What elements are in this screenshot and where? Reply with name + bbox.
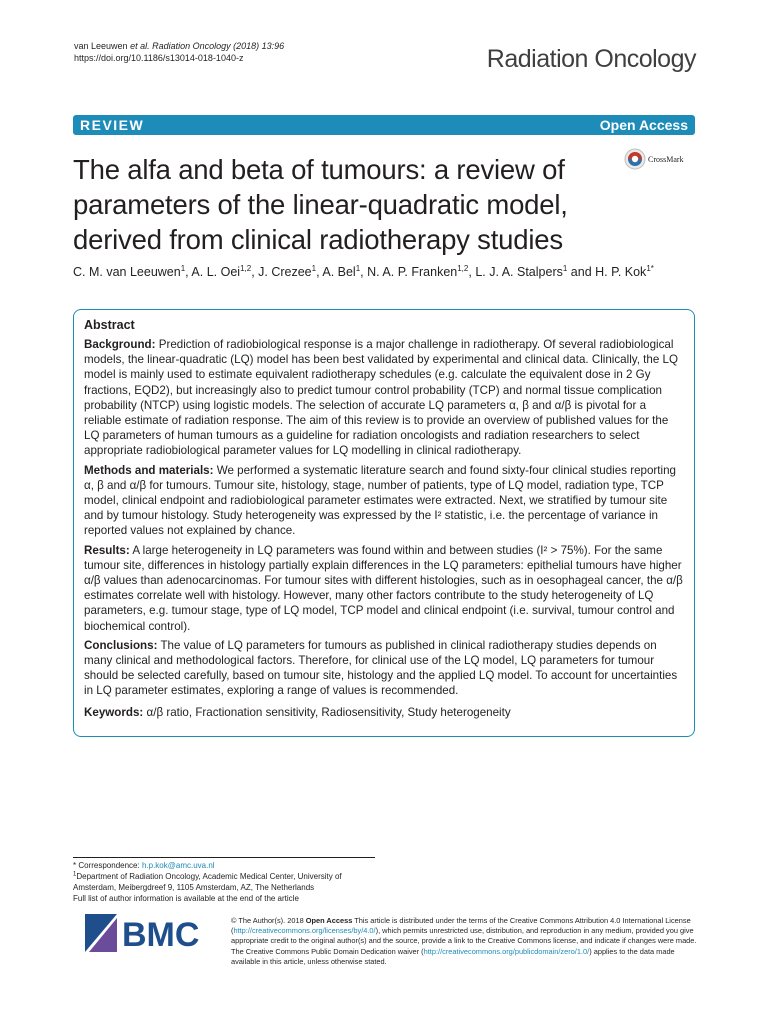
author-affiliation-mark: 1 [355, 263, 361, 273]
affiliation: $^1$Department of Radiation Oncology, Academic Medical Center, University of Amsterdam, Meibergdreef 9, 1105 Amsterdam, AZ, The Netherlands [73, 871, 342, 892]
abstract-methods: Methods and materials: We performed a systematic literature search and found sixty-four clinical studies reporting α, β and α/β for tumours. Tumour site, histology, stage, number of patients, type of LQ model, radiation type, TCP model, clinical endpoint and radiobiological parameter estimates were extracted. Next, we stratified by tumour site and by tumour histology. Study heterogeneity was expressed by the I² statistic, i.e. the percentage of variance in reported values not explained by chance. [84, 463, 676, 538]
author-name: A. L. Oei [191, 265, 241, 279]
author-affiliation-mark: 1 [180, 263, 186, 273]
author-affiliation-mark: 1,2 [240, 263, 252, 273]
author-name: A. Bel [322, 265, 356, 279]
crossmark-label: CrossMark [648, 154, 684, 164]
journal-name: Radiation Oncology [486, 45, 696, 73]
bmc-logo [85, 912, 215, 954]
open-access-label: Open Access [599, 117, 688, 133]
license-link-zero[interactable]: http://creativecommons.org/publicdomain/zero/1.0/ [423, 946, 590, 956]
abstract-conclusions: Conclusions: The value of LQ parameters for tumours as published in clinical radiotherapy studies depends on many clinical and methodological factors. Therefore, for clinical use of the LQ model, LQ parameters for tumour should be selected carefully, based on tumour site, histology and the applied LQ model. To account for uncertainties in LQ parameter estimates, exploring a range of values is recommended. [84, 638, 678, 698]
author-info-note: Full list of author information is available at the end of the article [73, 894, 299, 903]
footnote-divider [73, 857, 375, 858]
correspondence: * Correspondence: h.p.kok@amc.uva.nl [73, 861, 215, 870]
article-type-banner [73, 115, 695, 135]
author-affiliation-mark: 1 [562, 263, 568, 273]
author-name: J. Crezee [258, 265, 312, 279]
abstract-box [73, 309, 695, 737]
bmc-logo-text: BMC [122, 916, 200, 954]
author-affiliation-mark: 1* [646, 263, 654, 273]
license-link-by[interactable]: http://creativecommons.org/licenses/by/4.0/ [233, 926, 376, 936]
crossmark-icon [624, 148, 646, 170]
author-name: C. M. van Leeuwen [73, 265, 181, 279]
author-affiliation-mark: 1,2 [457, 263, 469, 273]
crossmark-badge[interactable] [624, 147, 704, 171]
footnotes [73, 860, 383, 904]
running-header [74, 40, 284, 64]
author-name: H. P. Kok [595, 265, 647, 279]
license-statement: © The Author(s). 2018 Open Access This article is distributed under the terms of the Creative Commons Attribution 4.0 International License (http://creativecommons.org/licenses/by/4.0/), which permits unrestricted use, distribution, and reproduction in any medium, provided you give appropriate credit to the original author(s) and the source, provide a link to the Creative Commons license, and indicate if changes were made. The Creative Commons Public Domain Dedication waiver (http://creativecommons.org/publicdomain/zero/1.0/) applies to the data made available in this article, unless otherwise stated. [231, 916, 697, 966]
article-title: The alfa and beta of tumours: a review of parameters of the linear-quadratic model, derived from clinical radiotherapy studies [73, 154, 568, 255]
doi-link[interactable]: https://doi.org/10.1186/s13014-018-1040-z [74, 53, 244, 63]
author-list: C. M. van Leeuwen$^1$, A. L. Oei$^{1,2}$, J. Crezee$^1$, A. Bel$^1$, N. A. P. Franken$^{1,2}$, L. J. A. Stalpers$^1$ and H. P. Kok$^{1*}$ [73, 263, 654, 279]
article-type-label: REVIEW [80, 117, 145, 133]
abstract-results: Results: A large heterogeneity in LQ parameters was found within and between studies (I² > 75%). For the same tumour site, differences in histology partially explain differences in the LQ parameters: epithelial tumours have higher α/β values than adenocarcinomas. For tumour sites with different histologies, such as in oesophageal cancer, the α/β estimates correlate well with histology. However, many other factors contribute to the study heterogeneity of LQ parameters, e.g. tumour stage, type of LQ model, TCP model and clinical endpoint (i.e. survival, tumour control and biochemical control). [84, 543, 683, 633]
abstract-keywords: Keywords: α/β ratio, Fractionation sensitivity, Radiosensitivity, Study heterogeneity [84, 705, 511, 719]
abstract-background: Background: Prediction of radiobiological response is a major challenge in radiotherapy. Of several radiobiological models, the linear-quadratic (LQ) model has been best validated by experimental and clinical data. Clinically, the LQ model is mainly used to estimate equivalent radiotherapy schedules (e.g. calculate the equivalent dose in 2 Gy fractions, EQD2), but increasingly also to predict tumour control probability (TCP) and normal tissue complication probability (NTCP) using logistic models. The selection of accurate LQ parameters α, β and α/β is pivotal for a reliable estimate of radiation response. The aim of this review is to provide an overview of published values for the LQ parameters of human tumours as a guideline for radiation oncologists and radiation researchers to select appropriate radiobiological parameter values for LQ modelling in clinical radiotherapy. [84, 338, 678, 458]
author-affiliation-mark: 1 [311, 263, 317, 273]
author-name: N. A. P. Franken [367, 265, 458, 279]
author-name: L. J. A. Stalpers [475, 265, 563, 279]
abstract-heading: Abstract [84, 318, 135, 332]
citation-line: van Leeuwen et al. Radiation Oncology (2018) 13:96 [74, 41, 285, 51]
correspondence-email[interactable]: h.p.kok@amc.uva.nl [141, 861, 215, 870]
